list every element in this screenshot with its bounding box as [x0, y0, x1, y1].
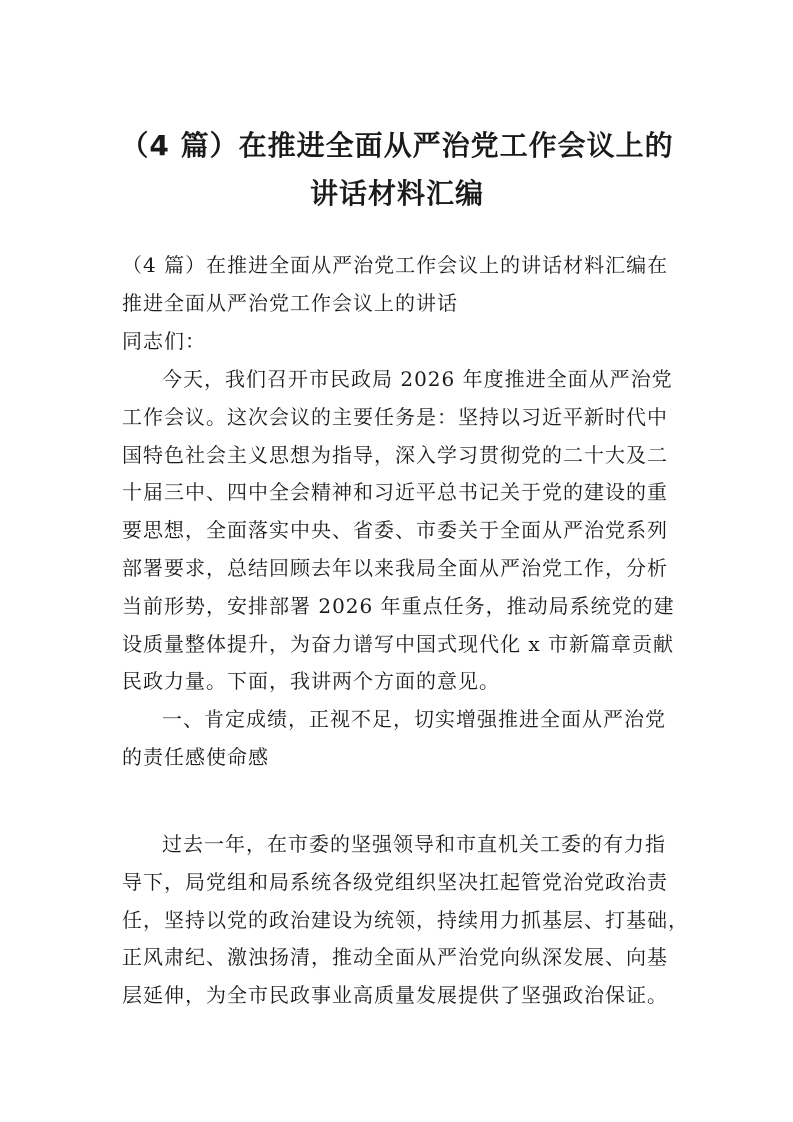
paragraph-line: 过去一年，在市委的坚强领导和市直机关工委的有力指 [162, 832, 666, 856]
subtitle-paragraph [122, 247, 682, 323]
paragraph-line: 设质量整体提升，为奋力谱写中国式现代化 x 市新篇章贡献 [122, 631, 674, 656]
paragraph-line: 民政力量。下面，我讲两个方面的意见。 [122, 669, 500, 694]
paragraph-line: 部署要求，总结回顾去年以来我局全面从严治党工作，分析 [122, 555, 668, 580]
paragraph-line: 要思想，全面落实中央、省委、市委关于全面从严治党系列 [122, 518, 668, 543]
paragraph-2 [122, 826, 689, 1015]
subtitle-line: 推进全面从严治党工作会议上的讲话 [122, 290, 458, 315]
salutation [122, 323, 682, 361]
paragraph-line: 层延伸，为全市民政事业高质量发展提供了坚强政治保证。 [122, 983, 668, 1008]
document-title-line-2: 讲话材料汇编 [309, 177, 484, 210]
heading-line: 的责任感使命感 [122, 744, 269, 769]
paragraph-line: 当前形势，安排部署 2026 年重点任务，推动局系统党的建 [122, 593, 675, 618]
paragraph-line: 国特色社会主义思想为指导，深入学习贯彻党的二十大及二 [122, 442, 668, 467]
paragraph-line: 正风肃纪、激浊扬清，推动全面从严治党向纵深发展、向基 [122, 945, 668, 970]
salutation-text: 同志们： [122, 329, 206, 353]
subtitle-line: （4 篇）在推进全面从严治党工作会议上的讲话材料汇编在 [122, 253, 669, 277]
paragraph-line: 十届三中、四中全会精神和习近平总书记关于党的建设的重 [122, 480, 668, 505]
paragraph-line: 工作会议。这次会议的主要任务是：坚持以习近平新时代中 [122, 404, 668, 429]
heading-line: 一、肯定成绩，正视不足，切实增强推进全面从严治党 [162, 707, 666, 731]
paragraph-line: 今天，我们召开市民政局 2026 年度推进全面从严治党 [162, 367, 673, 391]
paragraph-line: 任，坚持以党的政治建设为统领，持续用力抓基层、打基础， [122, 907, 689, 932]
paragraph-line: 导下，局党组和局系统各级党组织坚决扛起管党治党政治责 [122, 869, 668, 894]
paragraph-1 [122, 361, 682, 701]
document-title-line-1: （4 篇）在推进全面从严治党工作会议上的 [120, 129, 674, 162]
section-heading-1 [122, 701, 682, 777]
